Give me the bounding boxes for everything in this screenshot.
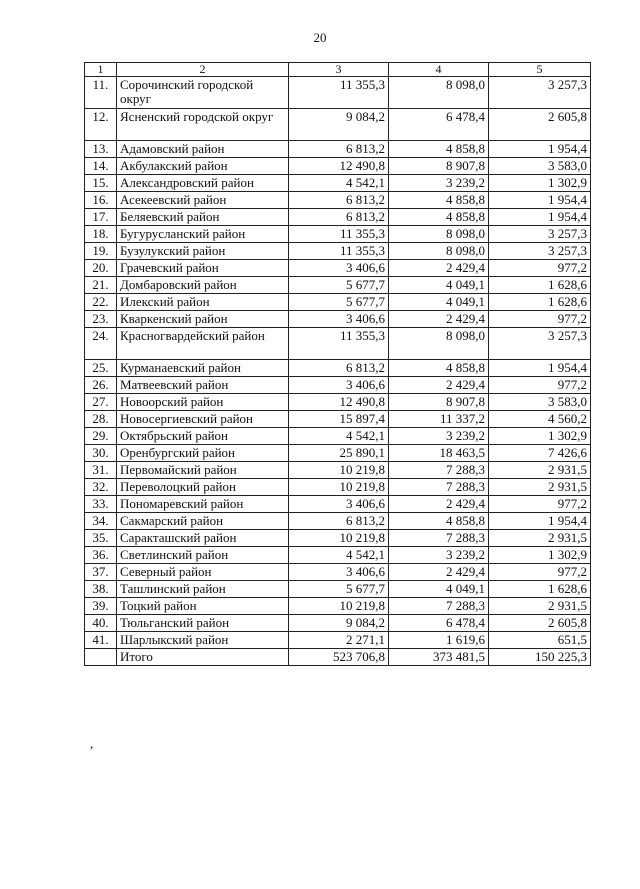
row-value-col5: 2 605,8 — [489, 109, 591, 141]
row-name: Ясненский городской округ — [117, 109, 289, 141]
row-value-col5: 2 605,8 — [489, 615, 591, 632]
row-value-col3: 5 677,7 — [289, 277, 389, 294]
table-row — [85, 360, 591, 377]
row-number: 16. — [85, 192, 117, 209]
column-header: 1 — [85, 63, 117, 77]
row-name: Акбулакский район — [117, 158, 289, 175]
table-row — [85, 564, 591, 581]
row-value-col4: 2 429,4 — [389, 311, 489, 328]
row-value-col3: 6 813,2 — [289, 209, 389, 226]
row-name: Бузулукский район — [117, 243, 289, 260]
row-value-col3: 15 897,4 — [289, 411, 389, 428]
table-row — [85, 496, 591, 513]
table-row — [85, 462, 591, 479]
row-number: 23. — [85, 311, 117, 328]
row-value-col5: 1 302,9 — [489, 547, 591, 564]
row-number: 27. — [85, 394, 117, 411]
row-number: 31. — [85, 462, 117, 479]
row-number: 20. — [85, 260, 117, 277]
table-row — [85, 141, 591, 158]
row-value-col3: 2 271,1 — [289, 632, 389, 649]
row-value-col4: 4 049,1 — [389, 581, 489, 598]
row-name: Грачевский район — [117, 260, 289, 277]
row-number — [85, 649, 117, 666]
row-name: Тюльганский район — [117, 615, 289, 632]
row-name: Светлинский район — [117, 547, 289, 564]
row-value-col4: 4 049,1 — [389, 294, 489, 311]
table-body — [85, 77, 591, 666]
table-row — [85, 192, 591, 209]
row-name: Саракташский район — [117, 530, 289, 547]
row-value-col4: 7 288,3 — [389, 598, 489, 615]
row-value-col3: 523 706,8 — [289, 649, 389, 666]
row-name: Новоорский район — [117, 394, 289, 411]
table-row — [85, 277, 591, 294]
row-value-col3: 4 542,1 — [289, 547, 389, 564]
row-value-col4: 2 429,4 — [389, 496, 489, 513]
row-value-col5: 977,2 — [489, 311, 591, 328]
table-row — [85, 243, 591, 260]
row-value-col4: 8 098,0 — [389, 77, 489, 109]
row-number: 41. — [85, 632, 117, 649]
page-number: 20 — [313, 30, 327, 45]
row-value-col4: 18 463,5 — [389, 445, 489, 462]
column-header: 2 — [117, 63, 289, 77]
row-name: Асекеевский район — [117, 192, 289, 209]
row-value-col5: 3 583,0 — [489, 394, 591, 411]
row-name: Новосергиевский район — [117, 411, 289, 428]
table-row — [85, 260, 591, 277]
row-number: 26. — [85, 377, 117, 394]
row-value-col5: 977,2 — [489, 377, 591, 394]
table-header-row — [85, 63, 591, 77]
row-number: 32. — [85, 479, 117, 496]
row-value-col3: 6 813,2 — [289, 513, 389, 530]
row-name: Тоцкий район — [117, 598, 289, 615]
row-value-col4: 2 429,4 — [389, 564, 489, 581]
row-number: 22. — [85, 294, 117, 311]
row-number: 35. — [85, 530, 117, 547]
table-row — [85, 226, 591, 243]
row-name: Октябрьский район — [117, 428, 289, 445]
table-row — [85, 209, 591, 226]
row-number: 29. — [85, 428, 117, 445]
row-value-col4: 3 239,2 — [389, 175, 489, 192]
row-value-col5: 3 583,0 — [489, 158, 591, 175]
row-value-col5: 977,2 — [489, 260, 591, 277]
row-name: Матвеевский район — [117, 377, 289, 394]
table-total-row — [85, 649, 591, 666]
row-name: Бугурусланский район — [117, 226, 289, 243]
table-row — [85, 175, 591, 192]
row-number: 17. — [85, 209, 117, 226]
row-value-col4: 4 858,8 — [389, 513, 489, 530]
row-value-col4: 2 429,4 — [389, 377, 489, 394]
row-value-col3: 25 890,1 — [289, 445, 389, 462]
row-number: 13. — [85, 141, 117, 158]
row-value-col5: 2 931,5 — [489, 530, 591, 547]
row-value-col5: 1 954,4 — [489, 513, 591, 530]
trailing-comma: , — [90, 736, 94, 751]
column-header: 4 — [389, 63, 489, 77]
table-row — [85, 632, 591, 649]
row-value-col4: 3 239,2 — [389, 547, 489, 564]
table-row — [85, 311, 591, 328]
row-number: 21. — [85, 277, 117, 294]
row-value-col4: 8 907,8 — [389, 158, 489, 175]
row-value-col4: 8 098,0 — [389, 226, 489, 243]
row-value-col3: 10 219,8 — [289, 479, 389, 496]
row-name: Курманаевский район — [117, 360, 289, 377]
row-name: Первомайский район — [117, 462, 289, 479]
row-value-col3: 12 490,8 — [289, 394, 389, 411]
row-number: 39. — [85, 598, 117, 615]
row-value-col4: 8 098,0 — [389, 243, 489, 260]
row-value-col5: 651,5 — [489, 632, 591, 649]
row-value-col3: 11 355,3 — [289, 226, 389, 243]
row-name: Беляевский район — [117, 209, 289, 226]
row-value-col3: 3 406,6 — [289, 311, 389, 328]
table-row — [85, 547, 591, 564]
row-number: 15. — [85, 175, 117, 192]
row-value-col3: 11 355,3 — [289, 243, 389, 260]
row-value-col3: 3 406,6 — [289, 564, 389, 581]
row-value-col4: 8 907,8 — [389, 394, 489, 411]
row-value-col3: 10 219,8 — [289, 598, 389, 615]
row-value-col4: 4 858,8 — [389, 192, 489, 209]
row-name: Северный район — [117, 564, 289, 581]
row-value-col4: 7 288,3 — [389, 462, 489, 479]
row-name: Оренбургский район — [117, 445, 289, 462]
row-value-col3: 4 542,1 — [289, 428, 389, 445]
table-row — [85, 377, 591, 394]
table-row — [85, 411, 591, 428]
row-value-col3: 6 813,2 — [289, 360, 389, 377]
row-number: 33. — [85, 496, 117, 513]
table-row — [85, 328, 591, 360]
row-name: Александровский район — [117, 175, 289, 192]
row-number: 28. — [85, 411, 117, 428]
table-row — [85, 77, 591, 109]
row-value-col5: 977,2 — [489, 496, 591, 513]
row-value-col5: 7 426,6 — [489, 445, 591, 462]
table-row — [85, 394, 591, 411]
row-value-col4: 7 288,3 — [389, 530, 489, 547]
row-value-col5: 3 257,3 — [489, 328, 591, 360]
row-value-col5: 2 931,5 — [489, 598, 591, 615]
row-value-col3: 5 677,7 — [289, 294, 389, 311]
row-value-col4: 4 858,8 — [389, 209, 489, 226]
row-value-col4: 4 858,8 — [389, 360, 489, 377]
row-value-col5: 977,2 — [489, 564, 591, 581]
row-name: Сакмарский район — [117, 513, 289, 530]
row-value-col5: 1 302,9 — [489, 175, 591, 192]
table-row — [85, 109, 591, 141]
row-name: Сорочинский городской округ — [117, 77, 289, 109]
row-number: 34. — [85, 513, 117, 530]
table-row — [85, 445, 591, 462]
row-number: 11. — [85, 77, 117, 109]
table-row — [85, 158, 591, 175]
row-value-col5: 1 628,6 — [489, 581, 591, 598]
row-value-col5: 2 931,5 — [489, 462, 591, 479]
row-value-col4: 373 481,5 — [389, 649, 489, 666]
row-value-col4: 6 478,4 — [389, 109, 489, 141]
row-value-col3: 3 406,6 — [289, 260, 389, 277]
row-number: 30. — [85, 445, 117, 462]
table-row — [85, 294, 591, 311]
row-value-col5: 3 257,3 — [489, 226, 591, 243]
row-number: 37. — [85, 564, 117, 581]
row-value-col4: 11 337,2 — [389, 411, 489, 428]
row-value-col4: 4 049,1 — [389, 277, 489, 294]
table-row — [85, 530, 591, 547]
allocation-table — [84, 62, 591, 666]
row-number: 14. — [85, 158, 117, 175]
row-name: Адамовский район — [117, 141, 289, 158]
row-value-col3: 10 219,8 — [289, 530, 389, 547]
row-number: 38. — [85, 581, 117, 598]
row-value-col5: 1 954,4 — [489, 360, 591, 377]
row-number: 24. — [85, 328, 117, 360]
row-value-col5: 3 257,3 — [489, 243, 591, 260]
row-value-col3: 3 406,6 — [289, 496, 389, 513]
row-number: 36. — [85, 547, 117, 564]
row-value-col4: 2 429,4 — [389, 260, 489, 277]
row-value-col3: 9 084,2 — [289, 615, 389, 632]
row-value-col3: 3 406,6 — [289, 377, 389, 394]
table-row — [85, 598, 591, 615]
row-value-col3: 4 542,1 — [289, 175, 389, 192]
row-value-col4: 7 288,3 — [389, 479, 489, 496]
row-name: Переволоцкий район — [117, 479, 289, 496]
row-number: 19. — [85, 243, 117, 260]
column-header: 5 — [489, 63, 591, 77]
row-name: Шарлыкский район — [117, 632, 289, 649]
table-row — [85, 513, 591, 530]
row-value-col5: 1 954,4 — [489, 141, 591, 158]
row-value-col5: 3 257,3 — [489, 77, 591, 109]
row-name: Илекский район — [117, 294, 289, 311]
row-value-col5: 1 954,4 — [489, 209, 591, 226]
row-number: 12. — [85, 109, 117, 141]
table-row — [85, 428, 591, 445]
row-value-col5: 1 302,9 — [489, 428, 591, 445]
row-value-col4: 4 858,8 — [389, 141, 489, 158]
table-row — [85, 581, 591, 598]
row-value-col3: 12 490,8 — [289, 158, 389, 175]
table-row — [85, 615, 591, 632]
row-number: 25. — [85, 360, 117, 377]
row-name: Кваркенский район — [117, 311, 289, 328]
row-number: 40. — [85, 615, 117, 632]
table-row — [85, 479, 591, 496]
row-value-col5: 4 560,2 — [489, 411, 591, 428]
row-value-col3: 10 219,8 — [289, 462, 389, 479]
row-value-col5: 1 628,6 — [489, 294, 591, 311]
row-name: Пономаревский район — [117, 496, 289, 513]
row-value-col5: 1 954,4 — [489, 192, 591, 209]
row-value-col4: 8 098,0 — [389, 328, 489, 360]
row-value-col3: 9 084,2 — [289, 109, 389, 141]
row-value-col4: 6 478,4 — [389, 615, 489, 632]
column-header: 3 — [289, 63, 389, 77]
row-value-col5: 150 225,3 — [489, 649, 591, 666]
row-value-col4: 1 619,6 — [389, 632, 489, 649]
row-value-col5: 1 628,6 — [489, 277, 591, 294]
row-value-col5: 2 931,5 — [489, 479, 591, 496]
row-value-col3: 6 813,2 — [289, 192, 389, 209]
row-name: Домбаровский район — [117, 277, 289, 294]
row-value-col3: 6 813,2 — [289, 141, 389, 158]
row-value-col4: 3 239,2 — [389, 428, 489, 445]
row-number: 18. — [85, 226, 117, 243]
row-value-col3: 11 355,3 — [289, 328, 389, 360]
row-value-col3: 11 355,3 — [289, 77, 389, 109]
row-name: Ташлинский район — [117, 581, 289, 598]
row-name: Красногвардейский район — [117, 328, 289, 360]
row-name: Итого — [117, 649, 289, 666]
row-value-col3: 5 677,7 — [289, 581, 389, 598]
